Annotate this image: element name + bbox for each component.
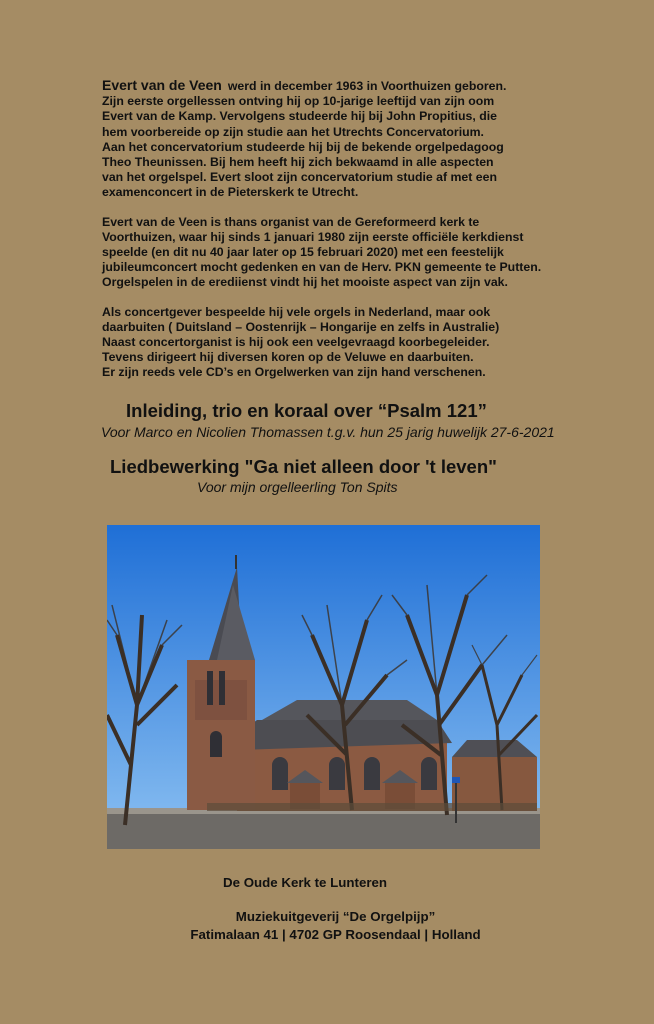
work-subtitle-1: Voor Marco en Nicolien Thomassen t.g.v. hun 25 jarig huwelijk 27-6-2021 <box>101 424 555 440</box>
publisher-block <box>178 908 493 944</box>
biography <box>102 78 602 395</box>
publisher-name: Muziekuitgeverij “De Orgelpijp” <box>235 909 436 924</box>
church-photo <box>107 525 540 849</box>
street <box>107 810 540 849</box>
publisher-address: Fatimalaan 41 | 4702 GP Roosendaal | Holland <box>190 927 481 942</box>
composer-name: Evert van de Veen <box>102 77 222 93</box>
work-title-2: Liedbewerking "Ga niet alleen door 't leven" <box>110 456 497 477</box>
bio-intro-text: werd in december 1963 in Voorthuizen geboren. <box>227 79 507 93</box>
street-sign <box>452 777 460 783</box>
bio-paragraph-3: Als concertgever bespeelde hij vele orgels in Nederland, maar ook daarbuiten ( Duitsland – Oostenrijk – Hongarije en zelfs in Australie) Naast concertorganist is hij ook een veelgevraagd koorbegeleider. Tevens dirigeert hij diversen koren op de Veluwe en daarbuiten. Er zijn reeds vele CD’s en Orgelwerken van zijn hand verschenen. <box>102 304 500 380</box>
bio-paragraph-1: Zijn eerste orgellessen ontving hij op 10-jarige leeftijd van zijn oom Evert van de Kamp. Vervolgens studeerde hij bij John Propitius, die hem voorbereide op zijn studie aan het Utrechts Concervatorium. Aan het concervatorium studeerde hij bij de bekende orgelpedagoog Theo Theunissen. Bij hem heeft hij zich bekwaamd in alle aspecten van het orgelspel. Evert sloot zijn concervatorium studie af met een examenconcert in de Pieterskerk te Utrecht. <box>102 94 504 200</box>
photo-caption: De Oude Kerk te Lunteren <box>223 875 388 890</box>
work-subtitle-2: Voor mijn orgelleerling Ton Spits <box>197 479 398 495</box>
work-title-1: Inleiding, trio en koraal over “Psalm 121” <box>126 400 487 421</box>
shrubs <box>207 803 537 811</box>
bio-paragraph-2: Evert van de Veen is thans organist van de Gereformeerd kerk te Voorthuizen, waar hij sinds 1 januari 1980 zijn eerste officiële kerkdienst speelde (en dit nu 40 jaar later op 15 februari 2020) met een feestelijk jubileumconcert mocht gedenken en van de Herv. PKN gemeente te Putten. Orgelspelen in de erediienst vindt hij het mooiste aspect van zijn vak. <box>102 214 542 290</box>
bio-intro <box>102 78 602 201</box>
sign-pole <box>455 783 457 823</box>
church-illustration <box>107 525 540 849</box>
